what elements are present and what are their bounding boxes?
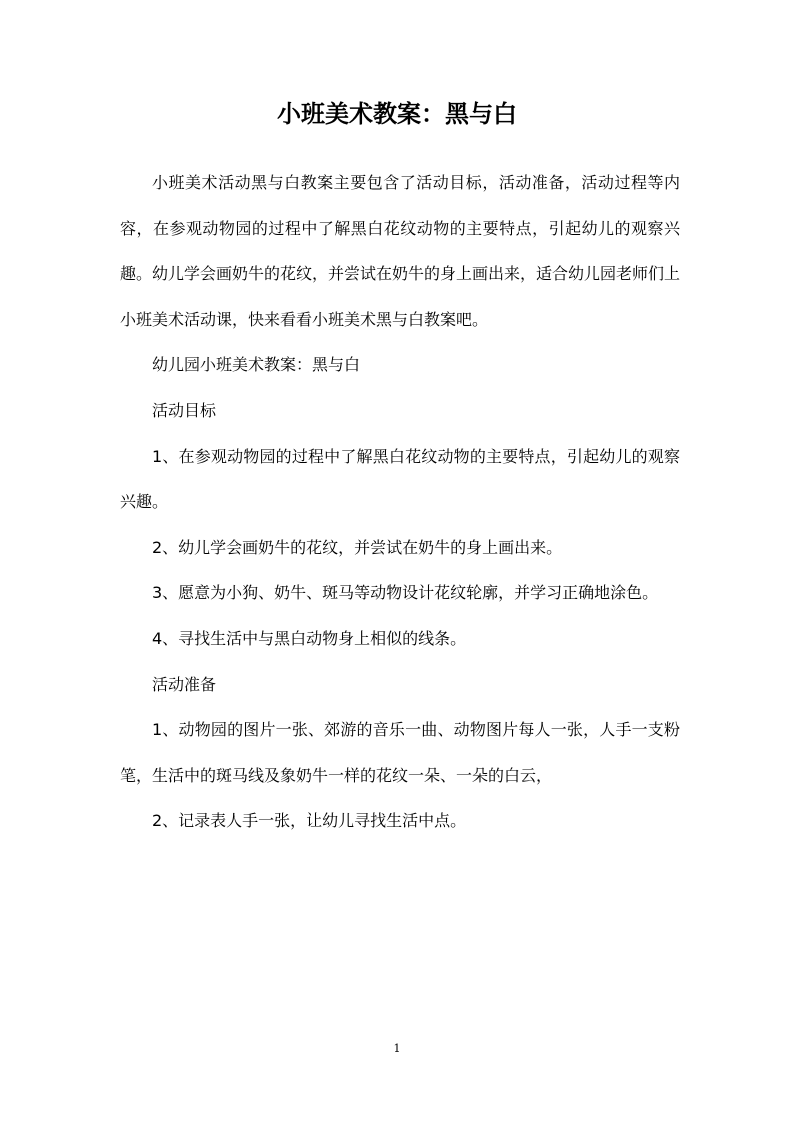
- intro-paragraph: 小班美术活动黑与白教案主要包含了活动目标，活动准备，活动过程等内容，在参观动物园的过程中了解黑白花纹动物的主要特点，引起幼儿的观察兴趣。幼儿学会画奶牛的花纹，并尝试在奶牛的身上画出来，适合幼儿园老师们上小班美术活动课，快来看看小班美术黑与白教案吧。: [120, 173, 681, 329]
- goal-item-1: 1、在参观动物园的过程中了解黑白花纹动物的主要特点，引起幼儿的观察兴趣。: [120, 446, 680, 512]
- page-number: 1: [393, 1042, 401, 1055]
- goal-item-2: 2、幼儿学会画奶牛的花纹，并尝试在奶牛的身上画出来。: [152, 537, 563, 557]
- subtitle-paragraph: 幼儿园小班美术教案：黑与白: [152, 355, 361, 375]
- document-body: [120, 160, 680, 844]
- preparation-item-1: 1、动物园的图片一张、郊游的音乐一曲、动物图片每人一张，人手一支粉笔，生活中的斑马线及象奶牛一样的花纹一朵、一朵的白云，: [120, 720, 680, 785]
- section-heading-preparation: 活动准备: [152, 674, 217, 694]
- preparation-item-2: 2、记录表人手一张，让幼儿寻找生活中点。: [152, 811, 467, 831]
- goal-item-3: 3、愿意为小狗、奶牛、斑马等动物设计花纹轮廓，并学习正确地涂色。: [152, 583, 659, 603]
- goal-item-4: 4、寻找生活中与黑白动物身上相似的线条。: [152, 628, 467, 648]
- document-title: 小班美术教案：黑与白: [277, 99, 517, 128]
- section-heading-goals: 活动目标: [152, 400, 217, 420]
